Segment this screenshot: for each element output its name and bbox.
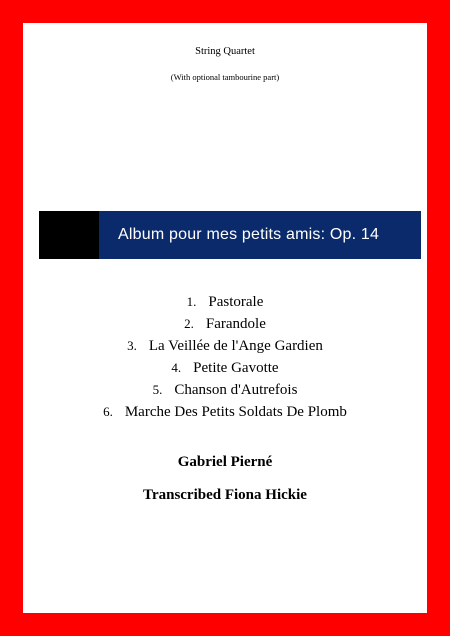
- instrumentation-line: String Quartet: [195, 46, 255, 57]
- score-cover-page: [23, 23, 427, 613]
- item-title: Marche Des Petits Soldats De Plomb: [124, 404, 347, 420]
- list-item: [23, 379, 427, 401]
- item-title: Chanson d'Autrefois: [174, 382, 298, 398]
- item-title: Petite Gavotte: [193, 360, 279, 376]
- item-title: Pastorale: [208, 294, 264, 310]
- composer-name: Gabriel Pierné: [177, 454, 273, 470]
- item-number: 4.: [171, 360, 182, 375]
- item-number: 6.: [103, 404, 113, 419]
- banner-title-block: [99, 211, 421, 259]
- list-item: [23, 401, 427, 423]
- item-number: 5.: [152, 382, 163, 397]
- banner-black-block: [39, 211, 99, 259]
- contents-list: [23, 291, 427, 423]
- transcriber-credit: Transcribed Fiona Hickie: [143, 487, 307, 503]
- item-title: La Veillée de l'Ange Gardien: [148, 338, 323, 354]
- list-item: [23, 291, 427, 313]
- optional-part-note: (With optional tambourine part): [170, 72, 280, 82]
- item-number: 2.: [184, 316, 194, 331]
- album-title: Album pour mes petits amis: Op. 14: [118, 226, 380, 243]
- list-item: [23, 335, 427, 357]
- title-banner: [39, 211, 421, 259]
- list-item: [23, 357, 427, 379]
- list-item: [23, 313, 427, 335]
- item-number: 3.: [127, 338, 137, 353]
- item-title: Farandole: [205, 316, 266, 332]
- item-number: 1.: [186, 294, 197, 309]
